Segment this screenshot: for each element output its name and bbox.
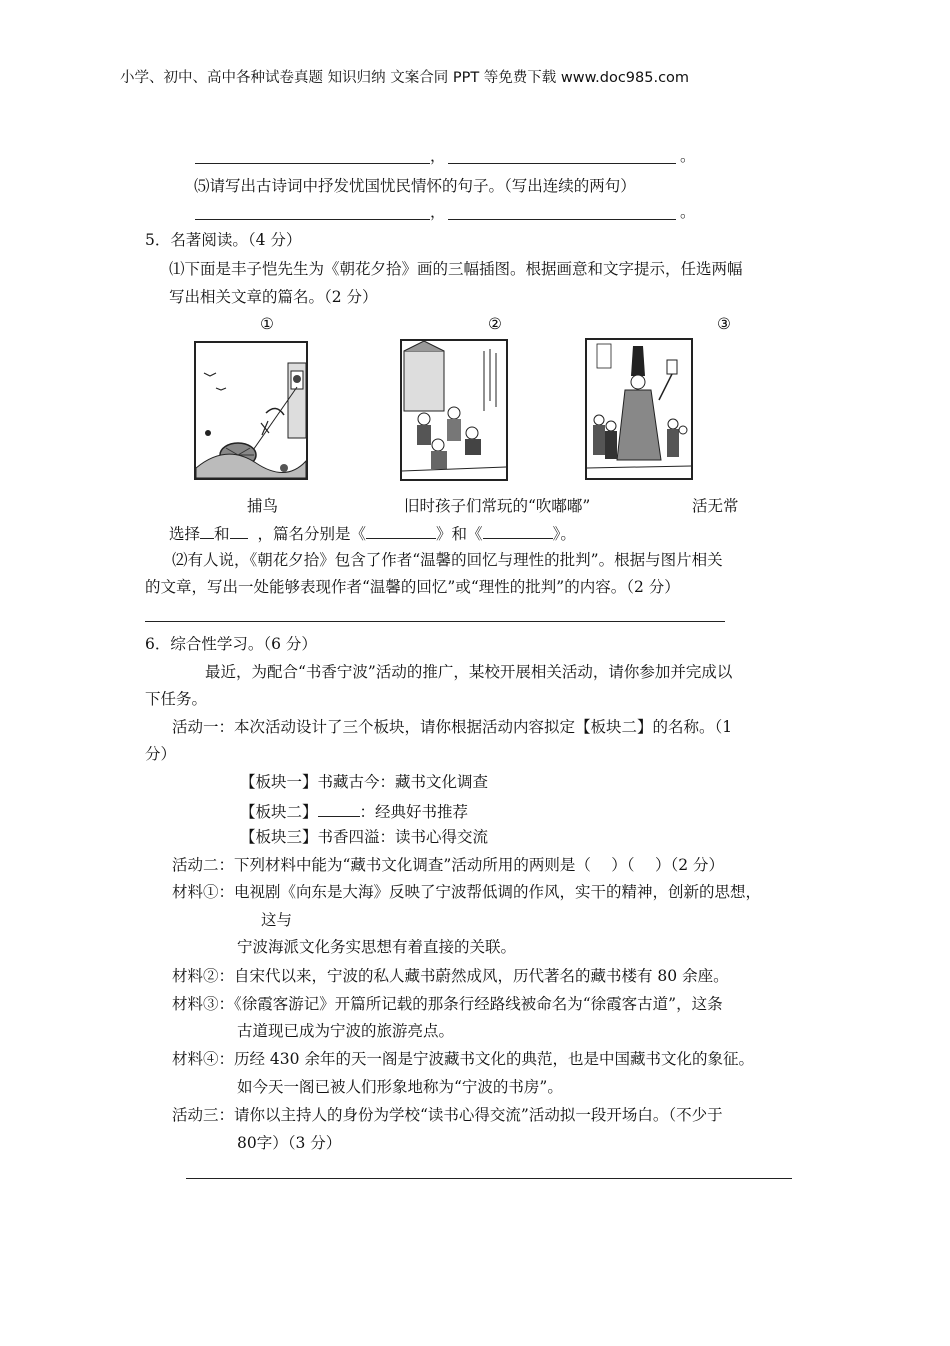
answer-line[interactable]	[448, 219, 676, 220]
answer-line[interactable]	[195, 163, 430, 164]
activity-1-line2: 分）	[145, 745, 177, 763]
material-2: 材料②：自宋代以来，宁波的私人藏书蔚然成风，历代著名的藏书楼有 80 余座。	[172, 967, 729, 985]
material-1-line1: 材料①：电视剧《向东是大海》反映了宁波帮低调的作风，实干的精神，创新的思想，	[172, 883, 762, 901]
punct-comma: ，	[430, 203, 446, 221]
punct-period: 。	[680, 203, 696, 221]
block-3: 【板块三】书香四溢：读书心得交流	[240, 828, 489, 846]
caption-3: 活无常	[692, 497, 739, 515]
title-blank-2[interactable]	[483, 522, 553, 539]
activity-3-line2: 80字）（3 分）	[237, 1134, 342, 1152]
caption-1: 捕鸟	[247, 497, 279, 515]
answer-line[interactable]	[195, 219, 430, 220]
title-blank-1[interactable]	[366, 522, 436, 539]
material-3-line1: 材料③：《徐霞客游记》开篇所记载的那条行经路线被命名为“徐霞客古道”，这条	[172, 995, 723, 1013]
illustration-wuchang	[585, 338, 693, 480]
material-1-line3: 宁波海派文化务实思想有着直接的关联。	[237, 938, 517, 956]
material-1-line2: 这与	[261, 911, 293, 929]
question-5-1-line2: 写出相关文章的篇名。（2 分）	[169, 288, 378, 306]
illustration-children-playing	[400, 339, 508, 481]
activity-2: 活动二：下列材料中能为“藏书文化调查”活动所用的两则是（ ）（ ）（2 分）	[172, 856, 724, 874]
answer-line[interactable]	[448, 163, 676, 164]
punct-period: 。	[680, 147, 696, 165]
question-4-5: ⑸请写出古诗词中抒发忧国忧民情怀的句子。（写出连续的两句）	[194, 177, 636, 195]
caption-2: 旧时孩子们常玩的“吹嘟嘟”	[404, 497, 591, 515]
activity-3-line1: 活动三：请你以主持人的身份为学校“读书心得交流”活动拟一段开场白。（不少于	[172, 1106, 723, 1124]
picture-number-1: ①	[260, 315, 274, 333]
illustration-bird-catching	[194, 341, 308, 480]
question-5-title: 5．名著阅读。（4 分）	[145, 231, 302, 249]
question-5-1-line1: ⑴下面是丰子恺先生为《朝花夕拾》画的三幅插图。根据画意和文字提示，任选两幅	[169, 260, 743, 278]
block-2-blank[interactable]	[318, 800, 360, 817]
block-1: 【板块一】书藏古今：藏书文化调查	[240, 773, 489, 791]
choice-text-b: 和	[214, 525, 230, 543]
picture-number-3: ③	[717, 315, 731, 333]
choice-line	[169, 522, 576, 544]
material-4-line2: 如今天一阁已被人们形象地称为“宁波的书房”。	[237, 1078, 563, 1096]
choice-blank-2[interactable]	[230, 522, 248, 539]
q6-intro-line2: 下任务。	[145, 690, 208, 708]
block-2-label: 【板块二】	[240, 803, 318, 821]
page-header: 小学、初中、高中各种试卷真题 知识归纳 文案合同 PPT 等免费下载 www.doc985.com	[120, 70, 690, 86]
question-5-2-line1: ⑵有人说，《朝花夕拾》包含了作者“温馨的回忆与理性的批判”。根据与图片相关	[172, 551, 723, 569]
block-2	[240, 800, 468, 822]
question-6-title: 6．综合性学习。（6 分）	[145, 635, 317, 653]
choice-text-c: ，篇名分别是《	[257, 525, 367, 543]
answer-line[interactable]	[145, 621, 725, 622]
block-2-text: ：经典好书推荐	[359, 803, 469, 821]
punct-comma: ，	[430, 147, 446, 165]
picture-number-2: ②	[488, 315, 502, 333]
question-5-2-line2: 的文章，写出一处能够表现作者“温馨的回忆”或“理性的批判”的内容。（2 分）	[145, 578, 680, 596]
activity-1-line1: 活动一：本次活动设计了三个板块，请你根据活动内容拟定【板块二】的名称。（1	[172, 718, 733, 736]
material-3-line2: 古道现已成为宁波的旅游亮点。	[237, 1022, 455, 1040]
choice-text-d: 》和《	[436, 525, 483, 543]
material-4-line1: 材料④：历经 430 余年的天一阁是宁波藏书文化的典范，也是中国藏书文化的象征。	[172, 1050, 754, 1068]
answer-line[interactable]	[186, 1178, 792, 1179]
q6-intro-line1: 最近，为配合“书香宁波”活动的推广，某校开展相关活动，请你参加并完成以	[205, 663, 733, 681]
choice-blank-1[interactable]	[200, 522, 214, 539]
choice-text-a: 选择	[169, 525, 201, 543]
choice-text-e: 》。	[552, 525, 576, 543]
